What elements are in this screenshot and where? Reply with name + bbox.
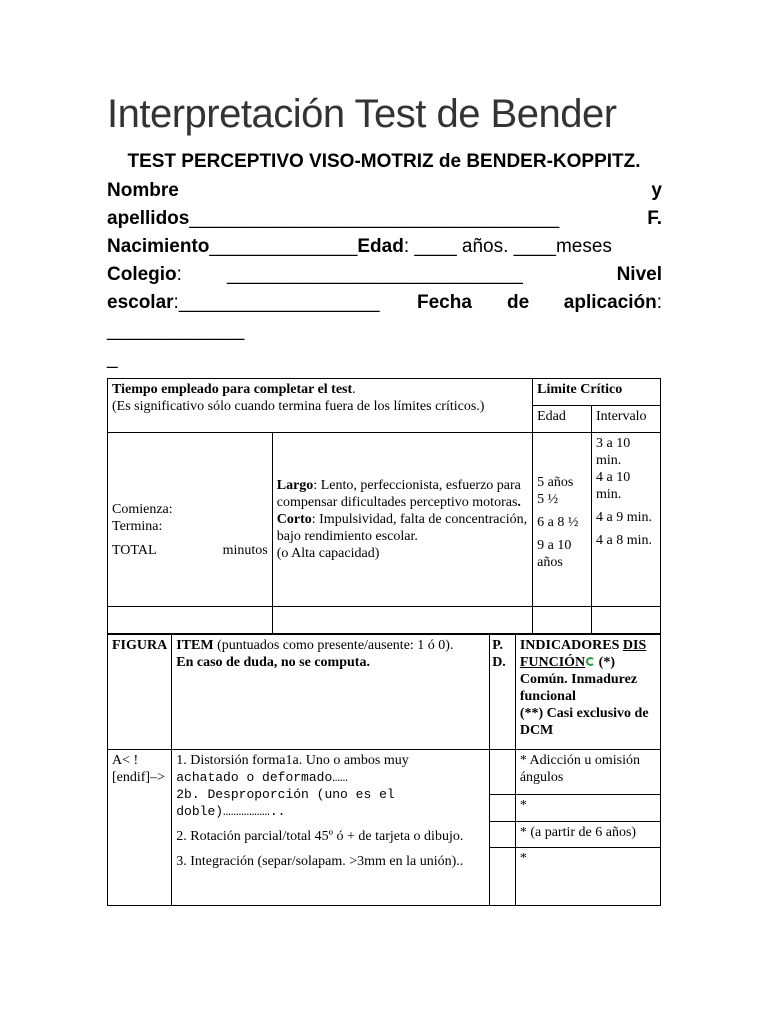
corto-label: Corto: [276, 512, 312, 527]
item-header: [172, 635, 490, 750]
corto-text: : Impulsividad, falta de concentración, bajo rendimiento escolar.: [276, 512, 528, 544]
tiempo-table: [107, 378, 661, 634]
limite-head-text: Limite Crítico: [537, 382, 623, 397]
disfuncion-link[interactable]: DIS FUNCIÓN: [519, 638, 647, 670]
form-line-colegio: [107, 264, 662, 290]
escolar-label: escolar: [107, 292, 174, 313]
intervalo-value: 4 a 9 min.: [596, 510, 653, 525]
termina-label: Termina:: [112, 518, 163, 534]
nacimiento-label: Nacimiento: [107, 236, 210, 257]
empty-cell[interactable]: [108, 607, 273, 634]
figura-a-cell: A< ![endif]–>: [108, 750, 172, 906]
indicador-casi: (**) Casi exclusivo de DCM: [519, 706, 649, 738]
tiempo-head-text: Tiempo empleado para completar el test: [112, 382, 353, 397]
tiempo-dot: .: [352, 382, 356, 397]
empty-cell[interactable]: [592, 607, 661, 634]
escolar-field[interactable]: :___________________: [173, 292, 380, 313]
minutos-label: minutos: [222, 542, 268, 558]
pd-cell[interactable]: [490, 795, 516, 822]
intervalo-value: 4 a 10 min.: [596, 470, 631, 502]
empty-cell[interactable]: [272, 607, 532, 634]
refresh-link-icon: [586, 657, 595, 666]
edad-colon: :: [403, 236, 410, 257]
empty-cell[interactable]: [533, 607, 592, 634]
item-bold-note: En caso de duda, no se computa.: [176, 655, 370, 670]
item-2b: 2b. Desproporción (uno es el doble)………………..: [176, 787, 395, 819]
form-line-apellidos: [107, 208, 662, 234]
item-label: ITEM: [176, 638, 214, 653]
edad-meses-field[interactable]: ____meses: [513, 236, 612, 257]
figura-header: [108, 635, 172, 750]
pd-cell[interactable]: [490, 822, 516, 848]
total-label: TOTAL: [112, 542, 157, 558]
item-2: 2. Rotación parcial/total 45º ó + de tarjeta o dibujo.: [176, 829, 464, 844]
colegio-colon: :: [176, 264, 182, 285]
comienza-label: Comienza:: [112, 501, 173, 517]
tiempo-note: (Es significativo sólo cuando termina fuera de los límites críticos.): [112, 399, 485, 414]
edades-cell: [533, 433, 592, 607]
limite-header: [533, 379, 661, 406]
pd-cell[interactable]: [490, 848, 516, 906]
item-note: (puntuados como presente/ausente: 1 ó 0).: [213, 638, 454, 653]
fecha-field[interactable]: _____________: [107, 320, 245, 341]
indicador-2: *: [515, 795, 660, 822]
edad-label: Edad: [357, 236, 404, 257]
pd-cell[interactable]: [490, 750, 516, 795]
alta-capacidad: (o Alta capacidad): [276, 546, 380, 561]
tiempo-cell: [108, 433, 273, 607]
indicador-3: * (a partir de 6 años): [515, 822, 660, 848]
apellidos-label: apellidos: [107, 208, 190, 229]
largo-text: : Lento, perfeccionista, esfuerzo para compensar dificultades perceptivo motoras: [276, 478, 521, 510]
largo-dot: .: [517, 495, 521, 510]
form-line-nombre: [107, 180, 662, 206]
indicadores-header: [515, 635, 660, 750]
test-subtitle: TEST PERCEPTIVO VISO-MOTRIZ de BENDER-KOPPITZ.: [127, 151, 641, 172]
colegio-field[interactable]: ____________________________: [227, 264, 523, 285]
page-title: Interpretación Test de Bender: [107, 92, 617, 136]
edad-value: 6 a 8 ½: [537, 515, 579, 530]
indicador-1: * Adicción u omisión ángulos: [515, 750, 660, 795]
colegio-label: Colegio: [107, 264, 177, 285]
indicadores-prefix: INDICADORES: [519, 638, 623, 653]
edad-header: Edad: [533, 406, 592, 433]
intervalo-header: Intervalo: [592, 406, 661, 433]
item-1-continuation: achatado o deformado……: [176, 770, 348, 785]
fecha-label: Fecha: [417, 292, 472, 313]
f-label: F.: [647, 208, 662, 229]
intervalo-value: 4 a 8 min.: [596, 533, 653, 548]
nivel-label: Nivel: [616, 264, 662, 285]
item-3: 3. Integración (separ/solapam. >3mm en la unión)..: [176, 854, 464, 869]
edad-value: 5 ½: [537, 492, 559, 507]
pd-header: [490, 635, 516, 750]
extra-line: _: [107, 348, 118, 369]
nombre-label: Nombre: [107, 180, 179, 201]
largo-label: Largo: [276, 478, 314, 493]
form-line-escolar: [107, 292, 662, 318]
items-cell: [172, 750, 490, 906]
edad-anos-field[interactable]: ____ años.: [414, 236, 509, 257]
item-1: 1. Distorsión forma1a. Uno o ambos muy: [176, 753, 409, 768]
tiempo-header: [108, 379, 533, 433]
form-line-nacimiento: [107, 236, 662, 262]
intervalos-cell: [592, 433, 661, 607]
figura-head-text: FIGURA: [112, 638, 168, 653]
pd-head-text: P. D.: [492, 638, 506, 670]
indicador-4: *: [515, 848, 660, 906]
aplicacion-label: aplicación: [563, 292, 657, 313]
items-table: [107, 634, 661, 906]
indicadores-star: (*): [595, 655, 615, 670]
aplicacion-colon: :: [656, 292, 662, 313]
apellidos-field[interactable]: ___________________________________: [189, 208, 560, 229]
indicador-comun: Común. Inmadurez funcional: [519, 672, 638, 704]
edad-value: 5 años: [537, 475, 574, 490]
nacimiento-field[interactable]: ______________: [209, 236, 358, 257]
intervalo-value: 3 a 10 min.: [596, 436, 631, 468]
interpretacion-cell: [272, 433, 532, 607]
y-label: y: [651, 180, 662, 201]
edad-value: 9 a 10 años: [537, 538, 572, 570]
de-label: de: [507, 292, 530, 313]
